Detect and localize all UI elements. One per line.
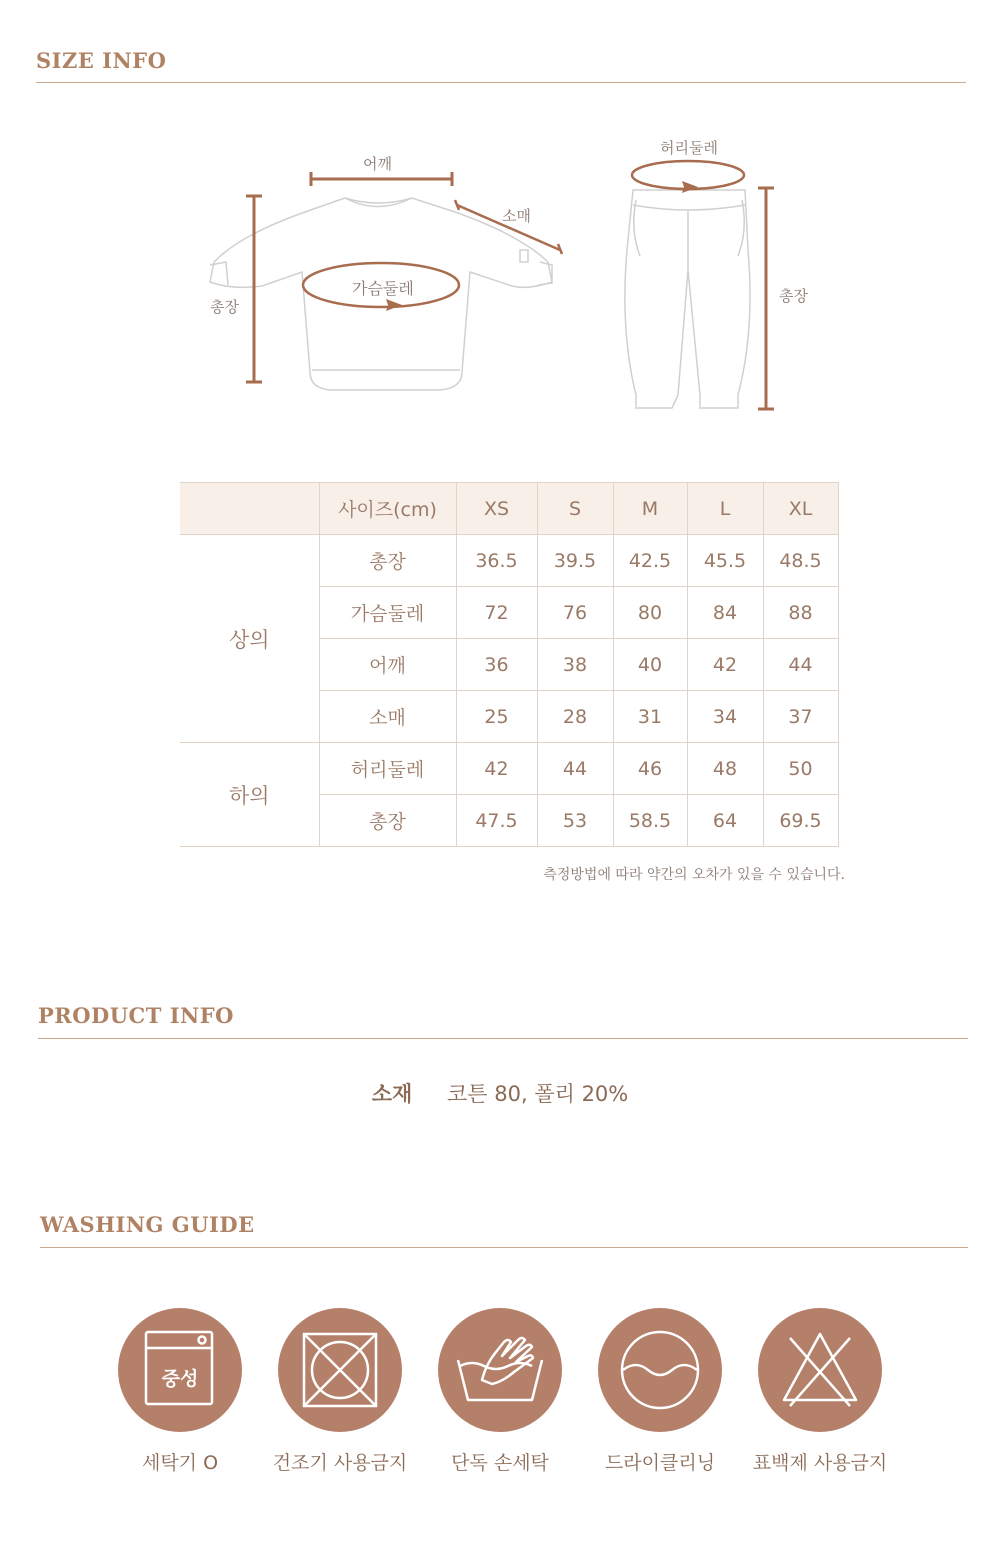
table-cell: 80 (613, 587, 687, 639)
table-cell: 69.5 (763, 795, 838, 847)
row-label: 소매 (319, 691, 456, 743)
wash-label: 드라이클리닝 (604, 1452, 716, 1474)
table-cell: 76 (537, 587, 613, 639)
label-waist: 허리둘레 (660, 139, 718, 157)
measurement-diagram (0, 100, 1000, 440)
table-cell: 47.5 (456, 795, 537, 847)
table-cell: 28 (537, 691, 613, 743)
table-header-row (180, 483, 838, 535)
row-label: 어깨 (319, 639, 456, 691)
table-cell: 48.5 (763, 535, 838, 587)
table-cell: 38 (537, 639, 613, 691)
material-value: 코튼 80, 폴리 20% (447, 1082, 629, 1106)
table-row (180, 743, 838, 795)
no-bleach-icon (758, 1308, 882, 1432)
row-label: 허리둘레 (319, 743, 456, 795)
header-cell: XL (763, 483, 838, 535)
size-info-divider (36, 82, 966, 83)
label-shoulder: 어깨 (363, 155, 392, 173)
size-info-title: SIZE INFO (36, 48, 167, 73)
table-cell: 34 (687, 691, 763, 743)
wash-label: 건조기 사용금지 (272, 1452, 408, 1474)
measurement-arrows (386, 181, 698, 311)
table-cell: 53 (537, 795, 613, 847)
table-cell: 58.5 (613, 795, 687, 847)
header-cell: XS (456, 483, 537, 535)
group-label-bottom: 하의 (180, 743, 319, 847)
table-cell: 42.5 (613, 535, 687, 587)
material-label: 소재 (371, 1082, 413, 1106)
measurement-note: 측정방법에 따라 약간의 오차가 있을 수 있습니다. (543, 867, 845, 883)
row-label: 총장 (319, 795, 456, 847)
wash-item-hand-wash (438, 1308, 562, 1474)
label-sleeve: 소매 (502, 207, 531, 225)
table-cell: 42 (456, 743, 537, 795)
table-cell: 45.5 (687, 535, 763, 587)
header-blank-cell (180, 483, 319, 535)
wash-item-no-bleach (752, 1308, 888, 1474)
header-cell: L (687, 483, 763, 535)
hand-wash-icon (438, 1308, 562, 1432)
washing-machine-icon (118, 1308, 242, 1432)
washing-machine-icon-text: 중성 (161, 1368, 199, 1390)
table-cell: 72 (456, 587, 537, 639)
label-chest: 가슴둘레 (352, 279, 414, 298)
group-label-top: 상의 (180, 535, 319, 743)
table-cell: 44 (763, 639, 838, 691)
wash-label: 표백제 사용금지 (752, 1452, 888, 1474)
washing-guide-divider (40, 1247, 968, 1248)
table-cell: 36 (456, 639, 537, 691)
table-row (180, 535, 838, 587)
bottom-garment-drawing (625, 190, 750, 408)
table-cell: 31 (613, 691, 687, 743)
dry-clean-icon (598, 1308, 722, 1432)
wash-item-machine (118, 1308, 242, 1474)
wash-label: 단독 손세탁 (451, 1452, 549, 1474)
table-cell: 40 (613, 639, 687, 691)
table-cell: 39.5 (537, 535, 613, 587)
table-cell: 46 (613, 743, 687, 795)
table-cell: 88 (763, 587, 838, 639)
table-cell: 36.5 (456, 535, 537, 587)
header-cell: M (613, 483, 687, 535)
no-tumble-dry-icon (278, 1308, 402, 1432)
header-cell: 사이즈(cm) (319, 483, 456, 535)
wash-label: 세탁기 O (141, 1452, 219, 1474)
table-cell: 64 (687, 795, 763, 847)
label-bottom-length: 총장 (779, 287, 808, 305)
header-cell: S (537, 483, 613, 535)
washing-guide-title: WASHING GUIDE (40, 1212, 255, 1237)
table-cell: 50 (763, 743, 838, 795)
product-info-divider (38, 1038, 968, 1039)
wash-item-dry-clean (598, 1308, 722, 1474)
label-top-length: 총장 (210, 298, 239, 316)
table-cell: 37 (763, 691, 838, 743)
table-cell: 84 (687, 587, 763, 639)
size-table (180, 482, 839, 847)
material-row (0, 1078, 1000, 1108)
table-cell: 48 (687, 743, 763, 795)
product-info-title: PRODUCT INFO (38, 1003, 234, 1028)
row-label: 가슴둘레 (319, 587, 456, 639)
table-cell: 42 (687, 639, 763, 691)
table-cell: 44 (537, 743, 613, 795)
table-cell: 25 (456, 691, 537, 743)
wash-item-no-dryer (272, 1308, 408, 1474)
row-label: 총장 (319, 535, 456, 587)
